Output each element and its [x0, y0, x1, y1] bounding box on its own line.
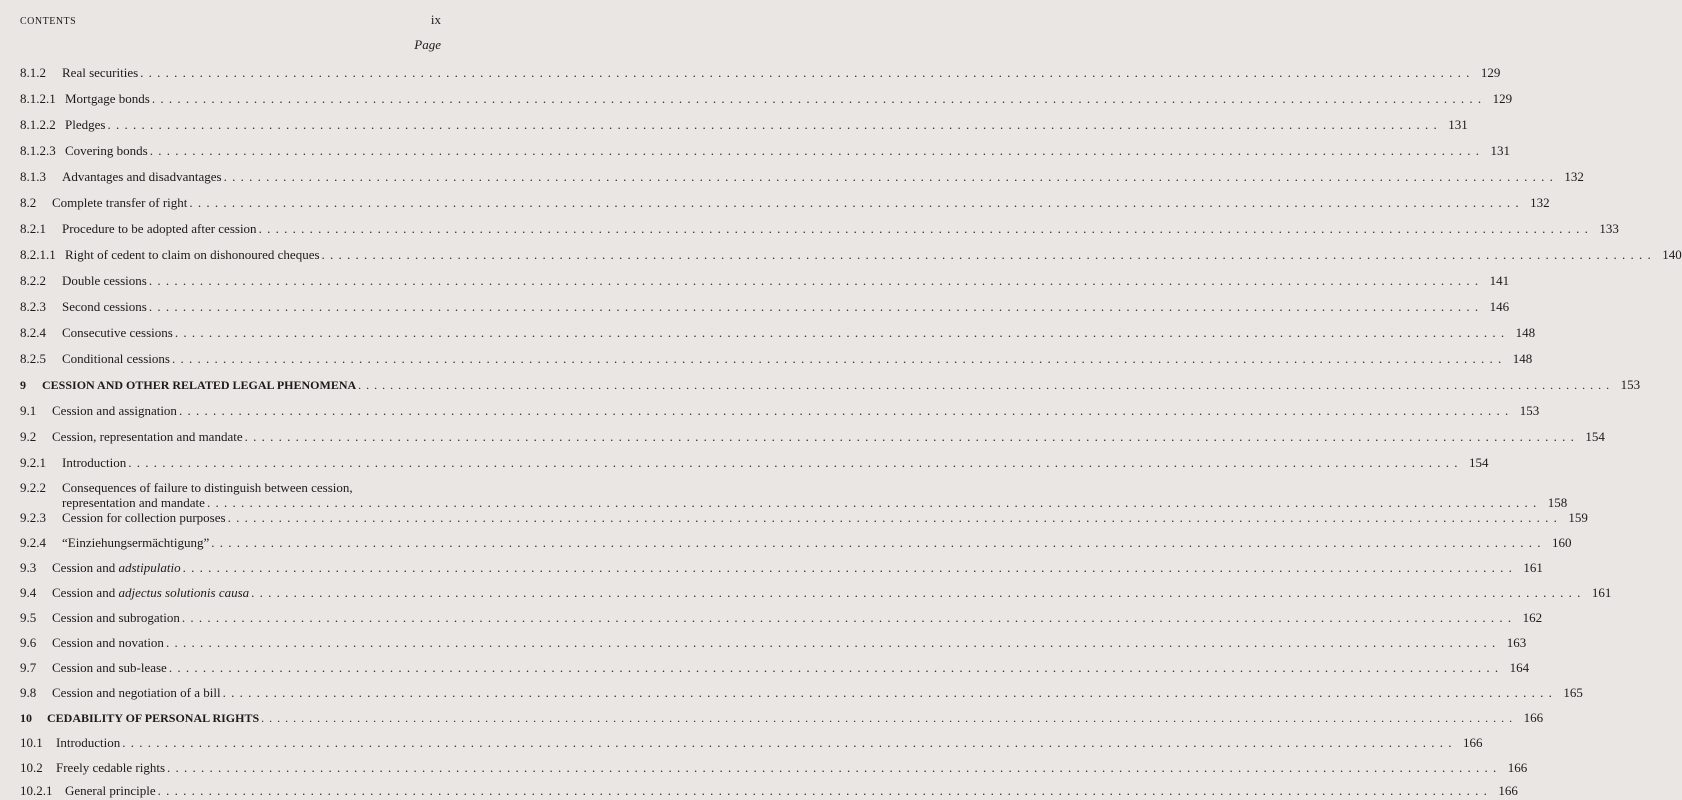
section-title: Right of cedent to claim on dishonoured cheques [65, 247, 320, 262]
toc-entry [20, 510, 1588, 525]
toc-entry [20, 610, 1543, 625]
section-title: Second cessions [62, 299, 147, 314]
section-number: 9.1 [20, 403, 37, 418]
section-number: 8.2.3 [20, 299, 46, 314]
section-title: Freely cedable rights [56, 760, 166, 775]
title-latin-term: adstipulatio [118, 560, 181, 575]
toc-entry [20, 660, 1530, 675]
section-number: 8.2.5 [20, 351, 46, 366]
page-ref: 164 [1509, 660, 1530, 675]
chapter-title: CESSION AND OTHER RELATED LEGAL PHENOMENA [42, 378, 357, 392]
page-ref: 140 [1662, 247, 1682, 262]
section-number: 8.1.2.1 [20, 91, 56, 106]
dot-leader [224, 169, 1554, 184]
section-number: 9.2 [20, 429, 37, 444]
title-text: Cession and [52, 560, 119, 575]
page-ref: 133 [1599, 221, 1619, 236]
section-title: Cession and negotiation of a bill [52, 685, 221, 700]
section-number: 9.5 [20, 610, 37, 625]
page-ref: 166 [1498, 783, 1518, 798]
toc-entry [20, 117, 1468, 132]
page-ref: 166 [1463, 735, 1483, 750]
section-title: Consequences of failure to distinguish between cession, [62, 480, 353, 495]
section-number: 8.1.2.2 [20, 117, 56, 132]
section-title: Cession and sub-lease [52, 660, 167, 675]
toc-entry [20, 685, 1583, 700]
section-title: Introduction [62, 455, 127, 470]
page-ref: 161 [1523, 560, 1543, 575]
page-ref: 161 [1591, 585, 1612, 600]
dot-leader [169, 660, 1499, 675]
page-column-label: Page [414, 37, 441, 52]
dot-leader [149, 299, 1479, 314]
section-number: 8.1.3 [20, 169, 46, 184]
toc-entry [20, 273, 1510, 288]
section-number: 9.2.2 [20, 480, 46, 495]
page-ref: 163 [1506, 635, 1527, 650]
section-title: Consecutive cessions [62, 325, 173, 340]
dot-leader [183, 560, 1513, 575]
toc-entry [20, 65, 1501, 80]
page-ref: 158 [1547, 495, 1568, 510]
section-number: 9.4 [20, 585, 37, 600]
dot-leader [166, 635, 1496, 650]
section-title: General principle [65, 783, 156, 798]
section-title: Cession and novation [52, 635, 164, 650]
toc-entry [20, 247, 1682, 262]
section-title [52, 585, 249, 600]
page-ref: 148 [1512, 351, 1533, 366]
section-title: Cession, representation and mandate [52, 429, 243, 444]
section-title: Cession and assignation [52, 403, 177, 418]
section-number: 9.2.3 [20, 510, 46, 525]
dot-leader [149, 273, 1479, 288]
dot-leader [228, 510, 1558, 525]
section-number: 9.7 [20, 660, 37, 675]
toc-entry [20, 535, 1572, 550]
toc-chapter-entry [20, 710, 1544, 726]
dot-leader [261, 711, 1513, 726]
dot-leader [175, 325, 1505, 340]
dot-leader [223, 685, 1553, 700]
page-ref: 165 [1563, 685, 1583, 700]
dot-leader [182, 610, 1512, 625]
section-title: Covering bonds [65, 143, 148, 158]
page-ref: 153 [1519, 403, 1540, 418]
dot-leader [259, 221, 1589, 236]
section-title: Conditional cessions [62, 351, 170, 366]
toc-entry [20, 299, 1510, 314]
section-number: 9.2.1 [20, 455, 46, 470]
dot-leader [140, 65, 1470, 80]
page-ref: 131 [1448, 117, 1468, 132]
section-number: 8.1.2 [20, 65, 46, 80]
section-title [52, 560, 181, 575]
section-number: 10.2.1 [20, 783, 53, 798]
section-title: Advantages and disadvantages [62, 169, 222, 184]
dot-leader [107, 117, 1437, 132]
section-number: 9.6 [20, 635, 37, 650]
chapter-title: CEDABILITY OF PERSONAL RIGHTS [47, 711, 260, 725]
section-number: 10.1 [20, 735, 43, 750]
page-ref: 166 [1523, 710, 1544, 725]
dot-leader [251, 585, 1581, 600]
dot-leader [189, 195, 1519, 210]
toc-entry [20, 735, 1483, 750]
section-number: 8.2 [20, 195, 37, 210]
running-header: CONTENTS [20, 16, 77, 27]
toc-entry [20, 403, 1540, 418]
page-number: ix [430, 12, 441, 27]
section-number: 8.2.1 [20, 221, 46, 236]
toc-entry [20, 325, 1536, 340]
page-ref: 166 [1507, 760, 1528, 775]
page-ref: 131 [1490, 143, 1510, 158]
page-ref: 132 [1564, 169, 1584, 184]
section-number: 10.2 [20, 760, 43, 775]
chapter-number: 10 [20, 711, 32, 725]
page-ref: 141 [1489, 273, 1510, 288]
dot-leader [150, 143, 1480, 158]
dot-leader [179, 403, 1509, 418]
section-number: 9.8 [20, 685, 37, 700]
section-title: Real securities [62, 65, 139, 80]
dot-leader [207, 495, 1537, 510]
toc-entry [20, 221, 1619, 236]
dot-leader [172, 351, 1502, 366]
dot-leader [128, 455, 1458, 470]
section-title: “Einziehungsermächtigung” [62, 535, 210, 550]
section-title-continued: representation and mandate [62, 495, 205, 510]
title-text: Cession and [52, 585, 119, 600]
page-ref: 148 [1515, 325, 1536, 340]
dot-leader [152, 91, 1482, 106]
section-title: Introduction [56, 735, 121, 750]
toc-entry [20, 635, 1527, 650]
page-ref: 162 [1522, 610, 1543, 625]
section-number: 8.1.2.3 [20, 143, 56, 158]
section-number: 8.2.2 [20, 273, 46, 288]
page-ref: 129 [1480, 65, 1501, 80]
toc-entry [20, 455, 1489, 470]
page-ref: 160 [1552, 535, 1572, 550]
toc-entry [20, 783, 1518, 798]
page-ref: 154 [1469, 455, 1489, 470]
dot-leader [358, 378, 1610, 393]
page-ref: 129 [1492, 91, 1513, 106]
section-title: Cession and subrogation [52, 610, 180, 625]
dot-leader [167, 760, 1497, 775]
section-title: Procedure to be adopted after cession [62, 221, 257, 236]
section-number: 8.2.4 [20, 325, 46, 340]
toc-chapter-entry [20, 377, 1641, 393]
section-title: Mortgage bonds [65, 91, 150, 106]
toc-entry [20, 480, 1568, 510]
toc-entry [20, 560, 1543, 575]
dot-leader [322, 247, 1652, 262]
toc-entry [20, 351, 1533, 366]
page-ref: 153 [1620, 377, 1641, 392]
page-ref: 154 [1585, 429, 1605, 444]
chapter-number: 9 [20, 378, 26, 392]
section-title: Pledges [65, 117, 106, 132]
dot-leader [122, 735, 1452, 750]
toc-entry [20, 91, 1513, 106]
toc-entry [20, 195, 1550, 210]
dot-leader [245, 429, 1575, 444]
section-title: Complete transfer of right [52, 195, 188, 210]
page-ref: 159 [1568, 510, 1588, 525]
toc-entry [20, 169, 1584, 184]
dot-leader [211, 535, 1541, 550]
toc-entry [20, 585, 1612, 600]
toc-entry [20, 760, 1528, 775]
toc-entry [20, 429, 1605, 444]
dot-leader [158, 783, 1488, 798]
section-number: 9.2.4 [20, 535, 46, 550]
toc-entry [20, 143, 1510, 158]
section-title: Cession for collection purposes [62, 510, 226, 525]
section-number: 9.3 [20, 560, 37, 575]
section-number: 8.2.1.1 [20, 247, 56, 262]
page-ref: 146 [1489, 299, 1510, 314]
title-latin-term: adjectus solutionis causa [118, 585, 250, 600]
section-title: Double cessions [62, 273, 147, 288]
page-ref: 132 [1530, 195, 1550, 210]
